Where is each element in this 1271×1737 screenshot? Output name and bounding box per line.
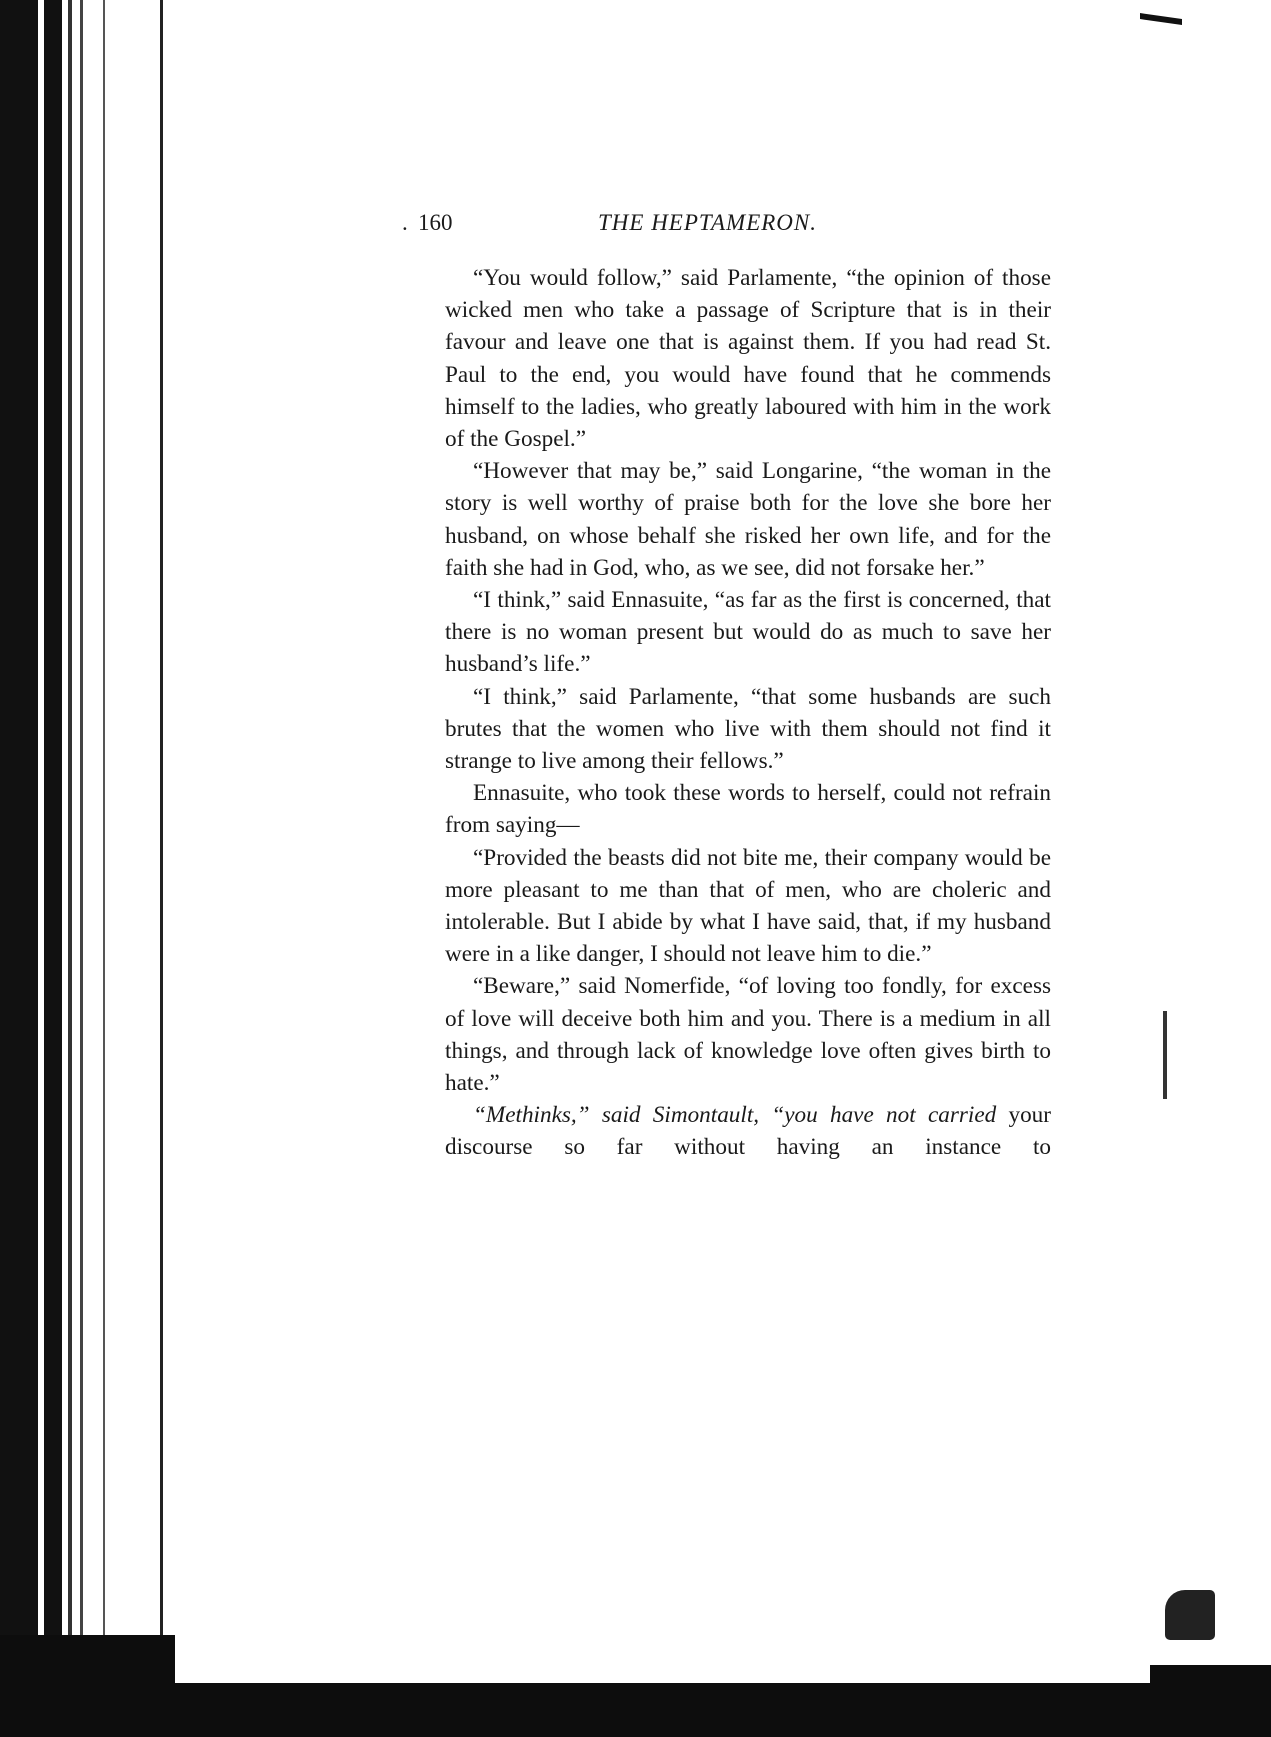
paragraph: “I think,” said Ennasuite, “as far as the first is concerned, that there is no woman present but would do as much to save her husband’s life.” xyxy=(445,587,1051,678)
bottom-scan-edge xyxy=(0,1635,1271,1737)
bottom-scan-band xyxy=(0,1635,175,1737)
right-edge-scan-mark xyxy=(1163,1011,1167,1099)
body-text xyxy=(445,262,1051,1164)
top-right-scan-mark xyxy=(1140,13,1182,25)
paragraph-continued xyxy=(445,1099,1051,1163)
paragraph-text: your discourse so far without having an instance to xyxy=(445,1102,1051,1161)
gutter-shadow-bar xyxy=(160,0,163,1737)
running-title: THE HEPTAMERON. xyxy=(598,210,818,235)
bottom-scan-band xyxy=(1150,1665,1271,1737)
paragraph: “However that may be,” said Longarine, “the woman in the story is well worthy of praise both for the love she bore her husband, on whose behalf she risked her own life, and for the faith she had in God, who, as we see, did not forsake her.” xyxy=(445,458,1051,581)
gutter-shadow-bar xyxy=(44,0,62,1737)
right-edge-scan-mark xyxy=(1165,1590,1215,1640)
paragraph: “Beware,” said Nomerfide, “of loving too fondly, for excess of love will deceive both him and you. There is a medium in all things, and through lack of knowledge love often gives birth to hate.” xyxy=(445,973,1051,1097)
header-dot: . xyxy=(402,210,408,235)
gutter-shadow-bar xyxy=(103,0,105,1737)
gutter-shadow-bar xyxy=(68,0,72,1737)
gutter-shadow-bar xyxy=(80,0,83,1737)
paragraph: “You would follow,” said Parlamente, “the opinion of those wicked men who take a passage of Scripture that is in their favour and leave one that is against them. If you had read St. Paul to the end, you would have found that he commends himself to the ladies, who greatly laboured with him in the work of the Gospel.” xyxy=(445,265,1051,453)
bottom-scan-band xyxy=(160,1683,1160,1737)
page-header xyxy=(402,207,1048,243)
paragraph: “I think,” said Parlamente, “that some husbands are such brutes that the women who live with them should not find it strange to live among their fellows.” xyxy=(445,683,1051,775)
italic-quote: “Methinks,” said Simontault, “you have not carried xyxy=(473,1102,997,1129)
page-number: 160 xyxy=(418,210,453,235)
paragraph: Ennasuite, who took these words to herself, could not refrain from saying— xyxy=(445,780,1051,839)
binding-gutter xyxy=(0,0,175,1737)
gutter-shadow-bar xyxy=(0,0,38,1737)
paragraph: “Provided the beasts did not bite me, their company would be more pleasant to me than that of men, who are choleric and intolerable. But I abide by what I have said, that, if my husband were in a like danger, I should not leave him to die.” xyxy=(445,844,1051,968)
